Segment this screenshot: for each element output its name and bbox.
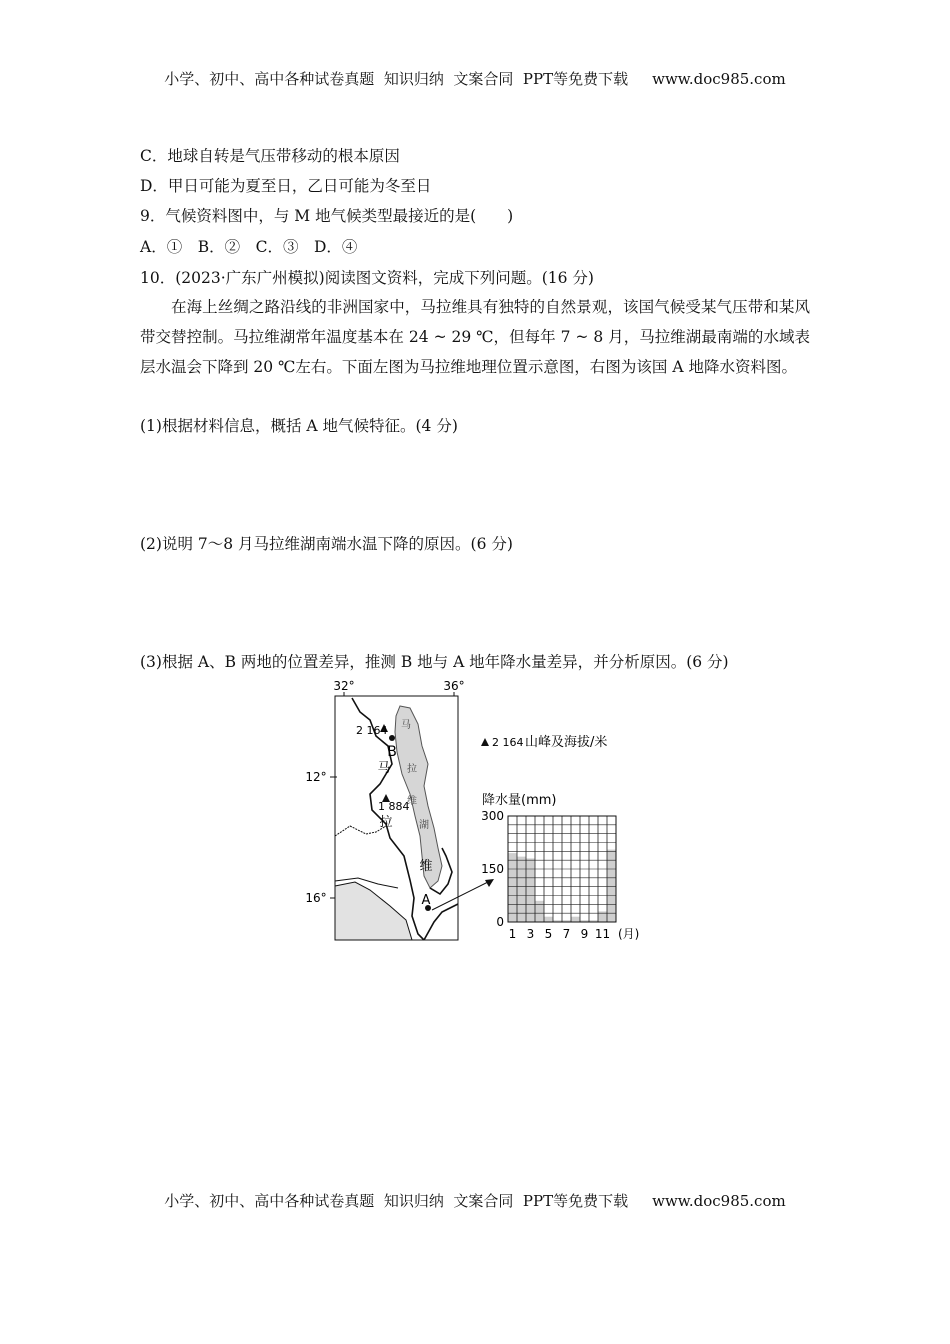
peak-2-value: 1 884 [378,800,410,813]
x-axis-label: (月) [618,927,640,941]
country-char-3: 维 [419,859,433,874]
chart-title: 降水量(mm) [482,793,557,808]
x-tick-9: 9 [580,927,589,941]
x-tick-11: 11 [594,927,611,941]
header-url[interactable]: www.doc985.com [652,70,786,88]
peak-1-value: 2 164 [356,724,388,737]
question-9-options: A．① B．② C．③ D．④ [140,238,358,256]
malawi-map [305,679,494,940]
map-legend [481,734,607,750]
y-tick-150: 150 [481,862,504,876]
country-char-1: 马 [377,761,391,776]
question-9: 9．气候资料图中，与 M 地气候类型最接近的是( ) [140,207,514,225]
sub-question-1: (1)根据材料信息，概括 A 地气候特征。(4 分) [140,417,458,435]
lake-char-3: 维 [407,796,417,807]
bar-month-5 [544,917,553,922]
bar-month-4 [535,901,544,922]
figure [300,676,640,950]
figure-svg [300,676,640,946]
footer-url[interactable]: www.doc985.com [652,1192,786,1210]
bar-month-1 [508,853,517,922]
lake-char-1: 马 [401,720,411,731]
country-char-2: 拉 [379,815,393,830]
lon-left-label: 32° [333,679,355,693]
sub-question-3: (3)根据 A、B 两地的位置差异，推测 B 地与 A 地年降水量差异，并分析原因。(6 分) [140,653,729,671]
precip-chart [481,792,639,941]
legend-value: 2 164 [492,736,524,749]
lake-char-2: 拉 [407,764,417,775]
bar-month-8 [571,917,580,922]
y-tick-0: 0 [496,915,504,929]
legend-peak-icon [481,738,489,746]
x-tick-7: 7 [562,927,571,941]
x-tick-3: 3 [526,927,535,941]
point-b-dot [389,735,395,741]
lat-12-label: 12° [305,770,327,784]
lake-char-4: 湖 [419,820,429,831]
x-tick-1: 1 [508,927,517,941]
bar-month-3 [526,858,535,922]
option-c: C．地球自转是气压带移动的根本原因 [140,147,400,165]
legend-text: 山峰及海拔/米 [525,735,608,750]
sub-question-2: (2)说明 7～8 月马拉维湖南端水温下降的原因。(6 分) [140,535,513,553]
material-paragraph: 在海上丝绸之路沿线的非洲国家中，马拉维具有独特的自然景观，该国气候受某气压带和某风带交替控制。马拉维湖常年温度基本在 24 ~ 29 ℃，但每年 7 ~ 8 月，马拉维湖最南端的水域表层水温会下降到 20 ℃左右。下面左图为马拉维地理位置示意图，右图为该国 A 地降水资料图。 [140,298,810,376]
lon-right-label: 36° [443,679,465,693]
page-footer [0,1190,950,1211]
option-d: D．甲日可能为夏至日，乙日可能为冬至日 [140,177,432,195]
header-text: 小学、初中、高中各种试卷真题 知识归纳 文案合同 PPT等免费下载 [164,70,629,88]
question-10: 10．(2023·广东广州模拟)阅读图文资料，完成下列问题。(16 分) [140,269,594,287]
y-tick-300: 300 [481,809,504,823]
footer-text: 小学、初中、高中各种试卷真题 知识归纳 文案合同 PPT等免费下载 [164,1192,629,1210]
point-a-label: A [421,893,431,908]
page-header [0,68,950,89]
bar-month-2 [517,857,526,922]
x-tick-5: 5 [544,927,553,941]
point-b-label: B [387,744,397,760]
lat-16-label: 16° [305,891,327,905]
